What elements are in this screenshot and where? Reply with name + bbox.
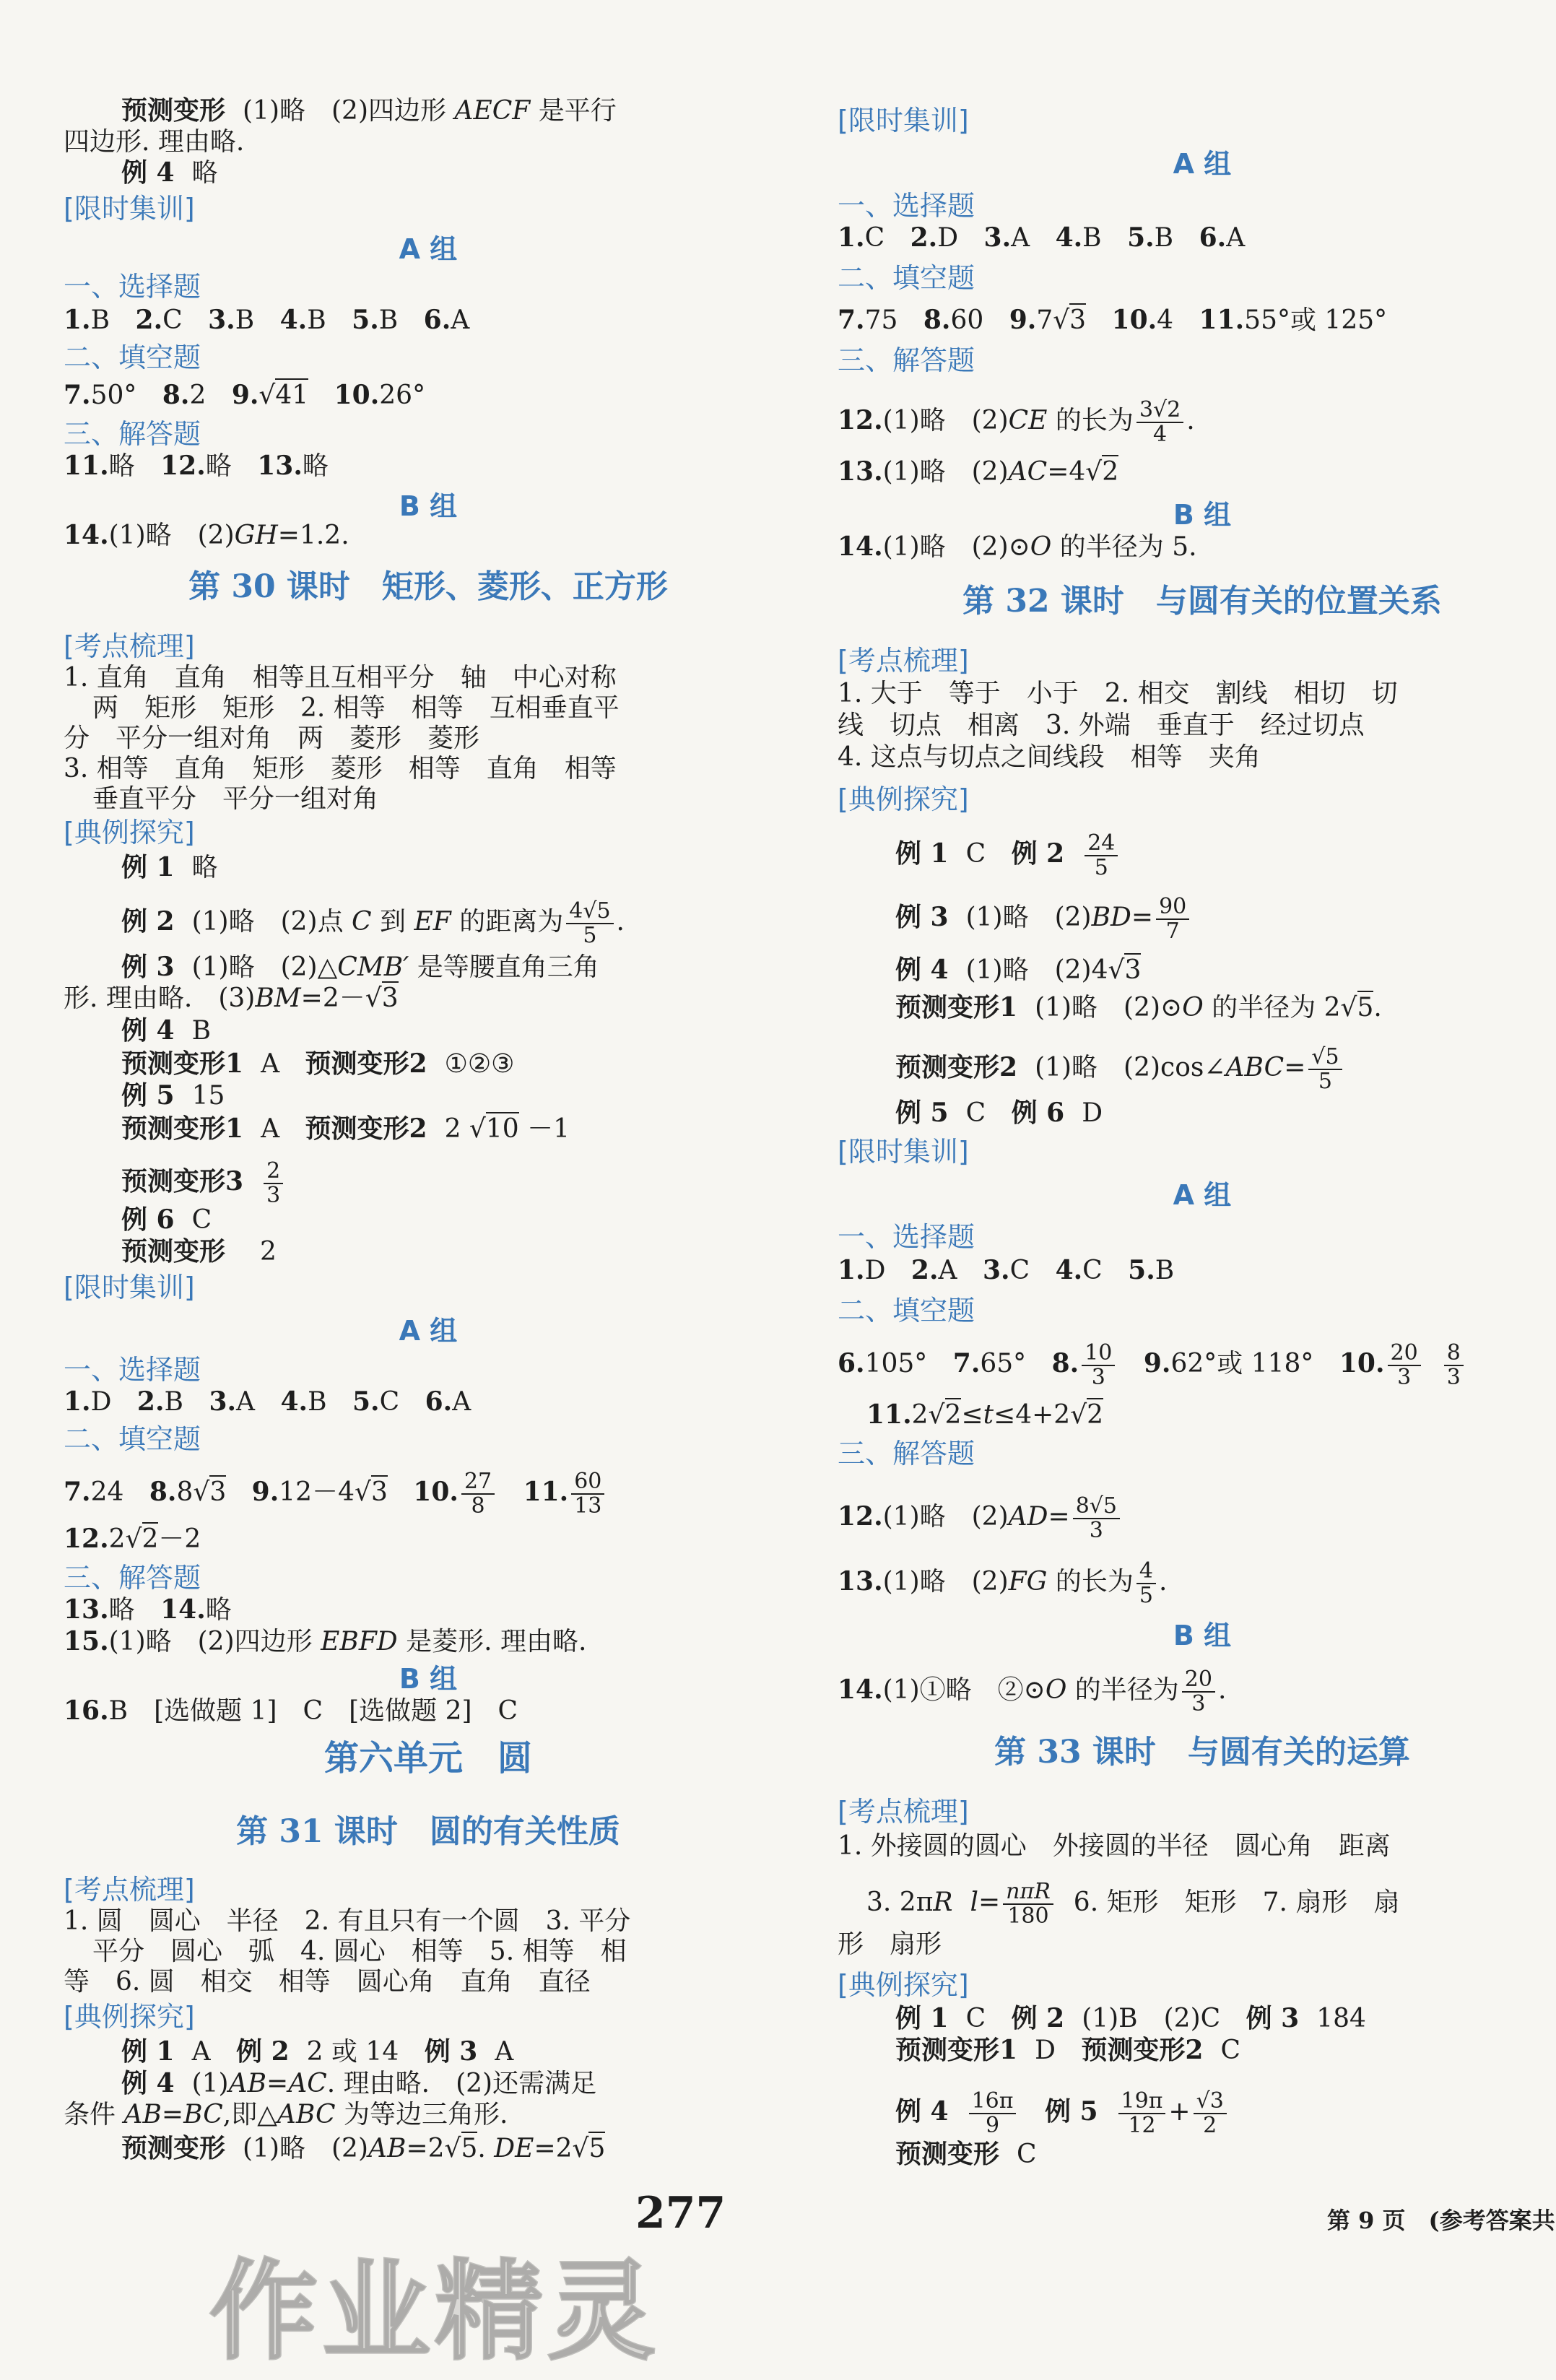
fraction: $\frac{20}{3}$	[1388, 1342, 1421, 1389]
section-header: 二、填空题	[64, 342, 201, 373]
group-label: B 组	[1173, 1620, 1232, 1651]
answer-line: 例 4 略	[121, 157, 218, 188]
answer-line: 例 5 15	[121, 1080, 225, 1111]
answer-line: 预测变形1 A 预测变形2 2 √10 －1	[121, 1113, 570, 1144]
answer-line: 四边形. 理由略.	[64, 127, 245, 157]
group-label: A 组	[399, 233, 458, 265]
answer-line: 预测变形 C	[895, 2139, 1037, 2169]
answer-line: 形 扇形	[838, 1929, 942, 1959]
answer-line: 1.D 2.A 3.C 4.C 5.B	[838, 1255, 1175, 1285]
answer-line: 例 3 (1)略 (2)BD= $\frac{90}{7}$	[895, 895, 1192, 943]
answer-line: 预测变形 (1)略 (2)AB=2√5. DE=2√5	[121, 2133, 606, 2163]
right-column	[838, 0, 1556, 2169]
lesson-title: 第 32 课时 与圆有关的位置关系	[962, 583, 1442, 620]
section-header: [考点梳理]	[64, 630, 195, 662]
answer-line: 15.(1)略 (2)四边形 EBFD 是菱形. 理由略.	[64, 1626, 587, 1656]
answer-line: 7.75 8.60 9.7√3 10.4 11.55°或 125°	[838, 305, 1388, 335]
answer-line: 形. 理由略. (3)BM=2－√3	[64, 982, 399, 1015]
fraction: $\frac{24}{5}$	[1085, 832, 1118, 880]
answer-line: 3. 2πR l= $\frac{\text{nπR}}{180}$ 6. 矩形 矩形 7. 扇形 扇	[866, 1879, 1400, 1929]
fraction: $\frac{√3}{2}$	[1194, 2090, 1227, 2137]
answer-line: 例 1 A 例 2 2 或 14 例 3 A	[121, 2036, 514, 2067]
group-label: A 组	[1173, 148, 1232, 180]
answer-line: 1.C 2.D 3.A 4.B 5.B 6.A	[838, 222, 1246, 253]
answer-line: 4. 这点与切点之间线段 相等 夹角	[838, 742, 1261, 772]
answer-line: 例 3 (1)略 (2)△CMB′ 是等腰直角三角	[121, 952, 599, 982]
answer-line: 预测变形 (1)略 (2)四边形 AECF 是平行	[121, 95, 617, 126]
answer-line: 例 1 C 例 2 $\frac{24}{5}$	[895, 832, 1121, 880]
fraction: $\frac{√5}{5}$	[1308, 1046, 1342, 1093]
answer-line: 预测变形1 (1)略 (2)⊙O 的半径为 2√5.	[895, 992, 1382, 1022]
fraction: $\frac{2}{3}$	[264, 1160, 283, 1207]
answer-line: 平分 圆心 弧 4. 圆心 相等 5. 相等 相	[92, 1937, 627, 1966]
answer-line: 1.B 2.C 3.B 4.B 5.B 6.A	[64, 305, 470, 335]
answer-line: 例 6 C	[121, 1204, 212, 1235]
section-header: 二、填空题	[64, 1423, 201, 1455]
fraction: $\frac{19\pi}{12}$	[1118, 2090, 1166, 2137]
answer-line: 例 5 C 例 6 D	[895, 1098, 1103, 1128]
answer-line: 例 2 (1)略 (2)点 C 到 EF 的距离为 $\frac{4√5}{5}$ .	[121, 898, 625, 948]
section-header: 三、解答题	[64, 418, 201, 450]
answer-line: 7.24 8.8√3 9.12－4√3 10. $\frac{27}{8}$ 11. $\frac{60}{13}$	[64, 1470, 607, 1518]
answer-line: 等 6. 圆 相交 相等 圆心角 直角 直径	[64, 1967, 591, 1997]
answer-line: 11.略 12.略 13.略	[64, 451, 329, 481]
left-column	[64, 0, 793, 2166]
section-header: 三、解答题	[838, 1438, 975, 1469]
group-label: B 组	[399, 490, 458, 522]
section-header: [考点梳理]	[838, 1796, 969, 1828]
answer-line: 1. 圆 圆心 半径 2. 有且只有一个圆 3. 平分	[64, 1906, 631, 1936]
answer-line: 垂直平分 平分一组对角	[92, 784, 379, 814]
fraction: $\frac{90}{7}$	[1156, 895, 1189, 943]
group-label: B 组	[399, 1663, 458, 1695]
answer-line: 3. 相等 直角 矩形 菱形 相等 直角 相等	[64, 754, 617, 783]
section-header: 三、解答题	[838, 344, 975, 376]
section-header: 二、填空题	[838, 262, 975, 294]
section-header: [考点梳理]	[838, 645, 969, 677]
section-header: [考点梳理]	[64, 1874, 195, 1906]
footer-page-info: 第 9 页 (参考答案共	[1327, 2207, 1555, 2234]
fraction: $\frac{27}{8}$	[461, 1470, 495, 1518]
section-header: [典例探究]	[838, 783, 969, 815]
fraction: $\frac{4}{5}$	[1136, 1560, 1156, 1607]
answer-line: 12.(1)略 (2)CE 的长为 $\frac{3√2}{4}$ .	[838, 397, 1195, 447]
answer-line: 线 切点 相离 3. 外端 垂直于 经过切点	[838, 711, 1365, 740]
answer-line: 预测变形1 D 预测变形2 C	[895, 2035, 1240, 2065]
page-number: 277	[635, 2188, 726, 2238]
fraction: $\frac{16\pi}{9}$	[969, 2090, 1017, 2137]
section-header: 一、选择题	[64, 1354, 201, 1386]
section-header: [典例探究]	[64, 2001, 195, 2033]
answer-line: 预测变形1 A 预测变形2 ①②③	[121, 1048, 515, 1079]
section-header: [限时集训]	[64, 1272, 195, 1303]
answer-line: 例 1 略	[121, 852, 218, 882]
answer-line: 14.(1)略 (2)⊙O 的半径为 5.	[838, 531, 1197, 562]
group-label: A 组	[1173, 1179, 1232, 1211]
section-header: [典例探究]	[838, 1969, 969, 2001]
section-header: 一、选择题	[838, 1221, 975, 1253]
answer-line: 13.略 14.略	[64, 1594, 232, 1625]
fraction: $\frac{3√2}{4}$	[1136, 399, 1183, 446]
answer-line: 例 1 C 例 2 (1)B (2)C 例 3 184	[895, 2003, 1366, 2033]
answer-line: 12.(1)略 (2)AD= $\frac{8√5}{3}$	[838, 1495, 1123, 1542]
answer-line: 例 4 B	[121, 1015, 212, 1046]
section-header: [限时集训]	[838, 1136, 969, 1168]
answer-line: 16.B [选做题 1] C [选做题 2] C	[64, 1695, 518, 1726]
answer-line: 1. 直角 直角 相等且互相平分 轴 中心对称	[64, 663, 617, 692]
answer-line: 例 4 (1)略 (2)4√3	[895, 955, 1142, 985]
group-label: A 组	[399, 1315, 458, 1347]
section-header: 一、选择题	[64, 271, 201, 303]
answer-line: 7.50° 8.2 9.√41 10.26°	[64, 380, 426, 410]
fraction: $\frac{4√5}{5}$	[566, 900, 613, 947]
answer-line: 13.(1)略 (2)FG 的长为 $\frac{4}{5}$ .	[838, 1558, 1168, 1608]
answer-line: 1. 外接圆的圆心 外接圆的半径 圆心角 距离	[838, 1831, 1391, 1861]
answer-line: 14.(1)略 (2)GH=1.2.	[64, 520, 349, 550]
answer-line: 预测变形2 (1)略 (2)cos∠ABC= $\frac{√5}{5}$	[895, 1046, 1345, 1093]
section-header: 一、选择题	[838, 190, 975, 222]
group-label: B 组	[1173, 499, 1232, 531]
fraction: $\frac{20}{3}$	[1182, 1668, 1215, 1716]
answer-line: 预测变形 2	[121, 1236, 277, 1267]
answer-line: 预测变形3 $\frac{2}{3}$	[121, 1160, 286, 1207]
section-header: [典例探究]	[64, 817, 195, 848]
fraction: $\frac{60}{13}$	[571, 1470, 604, 1518]
answer-line: 例 4 (1)AB=AC. 理由略. (2)还需满足	[121, 2068, 597, 2098]
lesson-title: 第 33 课时 与圆有关的运算	[994, 1734, 1410, 1771]
fraction: $\frac{10}{3}$	[1082, 1342, 1115, 1389]
lesson-title: 第 31 课时 圆的有关性质	[236, 1813, 620, 1850]
unit-title: 第六单元 圆	[323, 1738, 532, 1779]
answer-line: 1.D 2.B 3.A 4.B 5.C 6.A	[64, 1386, 471, 1417]
answer-line: 分 平分一组对角 两 菱形 菱形	[64, 724, 480, 753]
answer-line: 例 4 $\frac{16\pi}{9}$ 例 5 $\frac{19\pi}{12}$ + $\frac{√3}{2}$	[895, 2090, 1230, 2137]
answer-line: 1. 大于 等于 小于 2. 相交 割线 相切 切	[838, 679, 1398, 708]
watermark-logo: 作业精灵	[209, 2249, 661, 2375]
fraction: $\frac{8√5}{3}$	[1073, 1495, 1120, 1542]
lesson-title: 第 30 课时 矩形、菱形、正方形	[188, 568, 668, 605]
answer-line: 两 矩形 矩形 2. 相等 相等 互相垂直平	[92, 693, 620, 723]
answer-line: 条件 AB=BC,即△ABC 为等边三角形.	[64, 2100, 508, 2129]
answer-line: 13.(1)略 (2)AC=4√2	[838, 456, 1119, 487]
fraction: $\frac{8}{3}$	[1444, 1342, 1464, 1389]
section-header: [限时集训]	[838, 105, 969, 136]
section-header: 二、填空题	[838, 1295, 975, 1326]
answer-line: 6.105° 7.65° 8. $\frac{10}{3}$ 9.62°或 118° 10. $\frac{20}{3}$ $\frac{8}{3}$	[838, 1342, 1466, 1389]
section-header: [限时集训]	[64, 193, 195, 225]
fraction: $\frac{\text{nπR}}{180}$	[1003, 1880, 1053, 1928]
section-header: 三、解答题	[64, 1562, 201, 1594]
answer-line: 12.2√2－2	[64, 1524, 201, 1554]
answer-line: 14.(1)①略 ②⊙O 的半径为 $\frac{20}{3}$ .	[838, 1667, 1227, 1716]
answer-line: 11.2√2≤t≤4+2√2	[866, 1399, 1104, 1430]
